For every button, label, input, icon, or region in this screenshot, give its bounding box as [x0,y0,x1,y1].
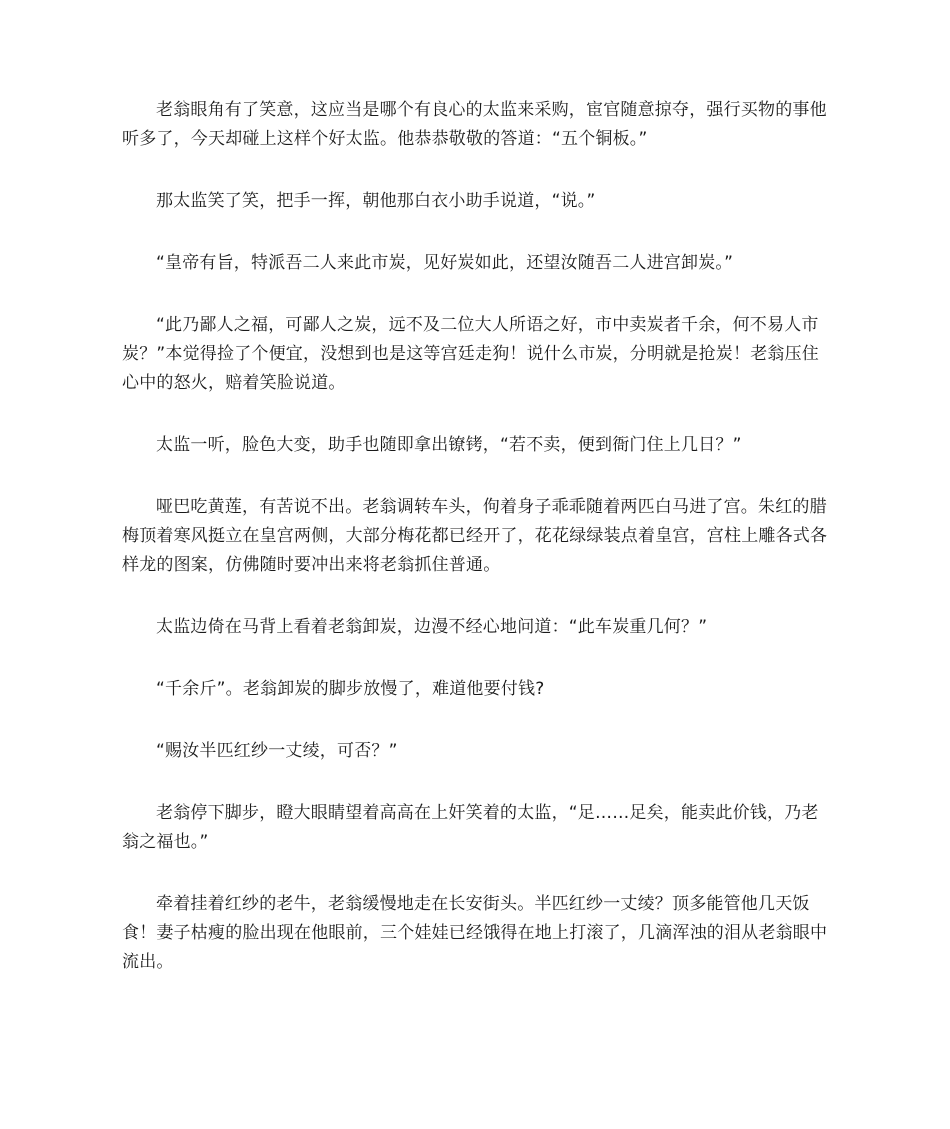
paragraph: “千余斤”。老翁卸炭的脚步放慢了，难道他要付钱? [156,679,545,699]
paragraph: 牵着挂着红纱的老牛，老翁缓慢地走在长安街头。半匹红纱一丈绫？顶多能管他几天饭食！妻子枯瘦的脸出现在他眼前，三个娃娃已经饿得在地上打滚了，几滴浑浊的泪从老翁眼中流出。 [122,894,828,972]
paragraph: 太监边倚在马背上看着老翁卸炭，边漫不经心地问道：“此车炭重几何？” [156,617,708,637]
paragraph: 那太监笑了笑，把手一挥，朝他那白衣小助手说道，“说。” [156,191,596,211]
paragraph: “此乃鄙人之福，可鄙人之炭，远不及二位大人所语之好，市中卖炭者千余，何不易人市炭？”本觉得捡了个便宜，没想到也是这等宫廷走狗！说什么市炭，分明就是抢炭！老翁压住心中的怒火，赔着笑脸说道。 [122,315,820,393]
paragraph: “皇帝有旨，特派吾二人来此市炭，见好炭如此，还望汝随吾二人进宫卸炭。” [156,253,734,273]
article-body [122,96,834,1010]
paragraph: 老翁眼角有了笑意，这应当是哪个有良心的太监来采购，宦官随意掠夺，强行买物的事他听多了，今天却碰上这样个好太监。他恭恭敬敬的答道：“五个铜板。” [122,100,827,149]
paragraph: 太监一听，脸色大变，助手也随即拿出镣铐，“若不卖，便到衙门住上几日？” [156,435,742,455]
paragraph: “赐汝半匹红纱一丈绫，可否？” [156,741,398,761]
paragraph: 老翁停下脚步，瞪大眼睛望着高高在上奸笑着的太监，“足……足矣，能卖此价钱，乃老翁之福也。” [122,803,819,852]
paragraph: 哑巴吃黄莲，有苦说不出。老翁调转车头，佝着身子乖乖随着两匹白马进了宫。朱红的腊梅顶着寒风挺立在皇宫两侧，大部分梅花都已经开了，花花绿绿装点着皇宫，宫柱上雕各式各样龙的图案，仿佛随时要冲出来将老翁抓住普通。 [122,497,828,575]
